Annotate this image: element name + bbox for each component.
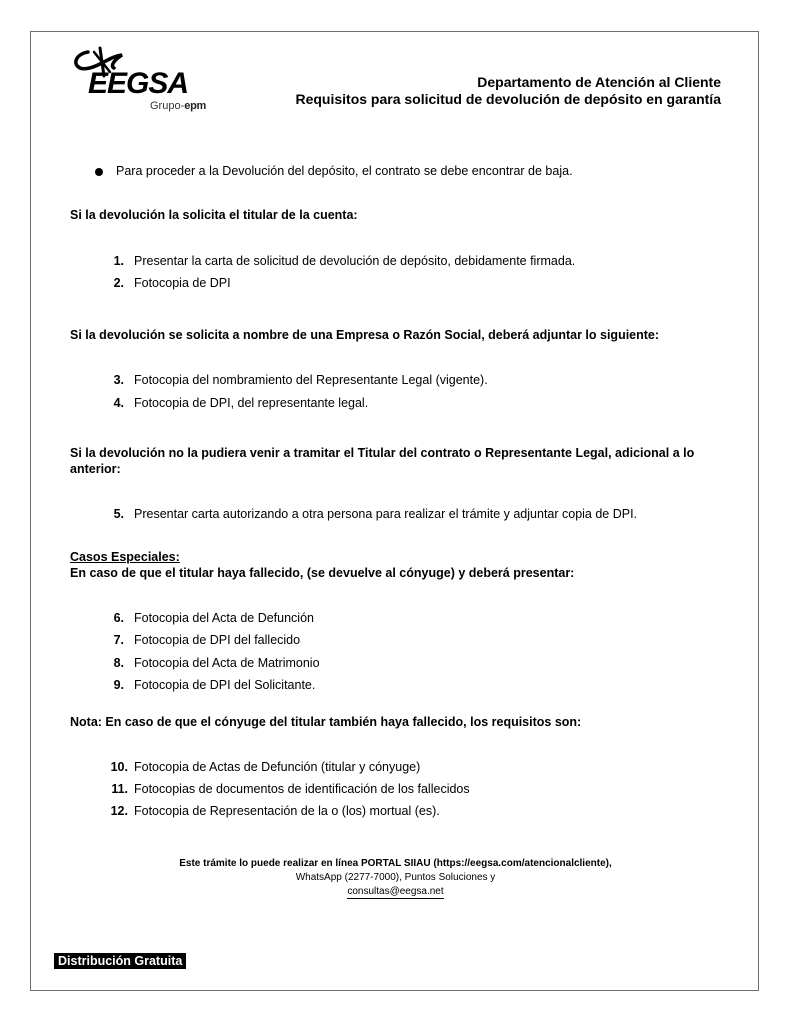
bullet-icon — [95, 168, 103, 176]
list-number: 12. — [110, 804, 128, 818]
list-item: Fotocopia del nombramiento del Representante Legal (vigente). — [134, 373, 488, 387]
list-number: 2. — [113, 276, 124, 290]
list-item: Fotocopia de Representación de la o (los) mortual (es). — [134, 804, 440, 818]
svg-text:EEGSA: EEGSA — [88, 67, 189, 100]
list-item: Fotocopias de documentos de identificación de los fallecidos — [134, 782, 470, 796]
list-item: Presentar carta autorizando a otra persona para realizar el trámite y adjuntar copia de DPI. — [134, 507, 638, 521]
section-heading-nota: Nota: En caso de que el cónyuge del titular también haya fallecido, los requisitos son: — [70, 715, 582, 729]
list-number: 9. — [113, 678, 124, 692]
list-item: Fotocopia del Acta de Matrimonio — [134, 656, 320, 670]
footer — [0, 857, 791, 899]
list-number: 1. — [113, 254, 124, 268]
document-title: Requisitos para solicitud de devolución de depósito en garantía — [295, 91, 721, 107]
section-heading-titular: Si la devolución la solicita el titular de la cuenta: — [70, 208, 358, 222]
section-heading-tercero: Si la devolución no la pudiera venir a tramitar el Titular del contrato o Representante Legal, adicional a lo — [70, 446, 695, 460]
list-number: 8. — [113, 656, 124, 670]
list-number: 6. — [113, 611, 124, 625]
intro-bullet-text: Para proceder a la Devolución del depósito, el contrato se debe encontrar de baja. — [116, 164, 573, 178]
list-number: 4. — [113, 396, 124, 410]
section-heading-empresa: Si la devolución se solicita a nombre de una Empresa o Razón Social, deberá adjuntar lo siguiente: — [70, 328, 660, 342]
list-item: Fotocopia de DPI, del representante legal. — [134, 396, 369, 410]
list-number: 5. — [113, 507, 124, 521]
list-number: 7. — [113, 633, 124, 647]
special-cases-label: Casos Especiales: — [70, 550, 180, 564]
list-item: Fotocopia del Acta de Defunción — [134, 611, 314, 625]
footer-channels-line: WhatsApp (2277-7000), Puntos Soluciones y — [295, 872, 496, 883]
list-item: Presentar la carta de solicitud de devolución de depósito, debidamente firmada. — [134, 254, 576, 268]
section-heading-especiales: En caso de que el titular haya fallecido, (se devuelve al cónyuge) y deberá presentar: — [70, 566, 575, 580]
page-header — [295, 74, 721, 108]
list-number: 3. — [113, 373, 124, 387]
list-number: 11. — [111, 782, 128, 796]
eegsa-logo-mark — [70, 46, 220, 102]
list-item: Fotocopia de DPI del fallecido — [134, 633, 301, 647]
grupo-epm-label: Grupo-epm — [150, 100, 206, 112]
department-title: Departamento de Atención al Cliente — [477, 74, 721, 90]
footer-online-line: Este trámite lo puede realizar en línea PORTAL SIIAU (https://eegsa.com/atencionalcliente), — [179, 858, 612, 869]
list-item: Fotocopia de DPI — [134, 276, 231, 290]
eegsa-logo — [70, 46, 220, 120]
list-item: Fotocopia de Actas de Defunción (titular y cónyuge) — [134, 760, 421, 774]
free-distribution-badge: Distribución Gratuita — [54, 953, 186, 969]
section-heading-tercero-cont: anterior: — [70, 462, 121, 476]
footer-email-link[interactable]: consultas@eegsa.net — [347, 886, 444, 897]
list-number: 10. — [110, 760, 128, 774]
list-item: Fotocopia de DPI del Solicitante. — [134, 678, 316, 692]
